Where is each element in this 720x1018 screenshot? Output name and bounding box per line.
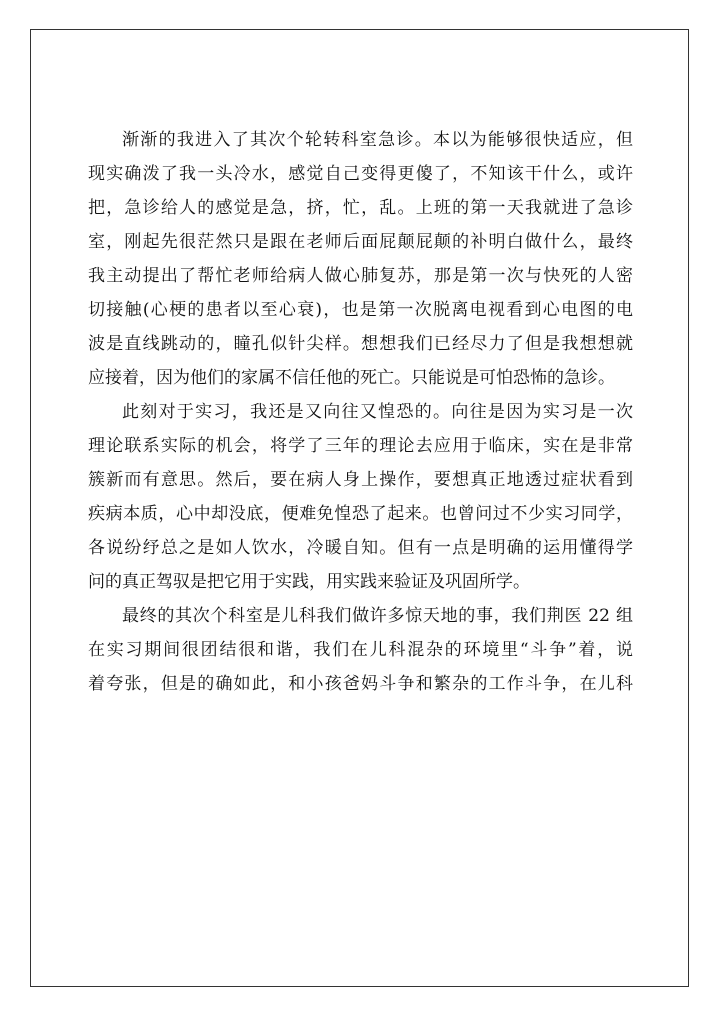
text-line: 把，急诊给人的感觉是急，挤，忙，乱。上班的第一天我就进了急诊 bbox=[88, 198, 633, 218]
text-line: 我主动提出了帮忙老师给病人做心肺复苏，那是第一次与快死的人密 bbox=[88, 266, 633, 286]
text-line: 最终的其次个科室是儿科我们做许多惊天地的事，我们荆医 22 组 bbox=[122, 606, 633, 626]
paragraph-2 bbox=[88, 395, 633, 599]
paragraph-3 bbox=[88, 599, 633, 701]
document-body bbox=[88, 123, 633, 701]
text-line: 着夸张，但是的确如此，和小孩爸妈斗争和繁杂的工作斗争，在儿科 bbox=[88, 674, 633, 694]
text-line: 疾病本质，心中却没底，便难免惶恐了起来。也曾问过不少实习同学， bbox=[88, 504, 633, 524]
text-line: 切接触(心梗的患者以至心衰)，也是第一次脱离电视看到心电图的电 bbox=[88, 300, 633, 320]
text-line: 理论联系实际的机会，将学了三年的理论去应用于临床，实在是非常 bbox=[88, 436, 633, 456]
text-line: 在实习期间很团结很和谐，我们在儿科混杂的环境里“斗争”着，说 bbox=[88, 640, 633, 660]
document-page bbox=[30, 29, 689, 987]
text-line: 现实确泼了我一头冷水，感觉自己变得更傻了，不知该干什么，或许 bbox=[88, 164, 633, 184]
text-line: 渐渐的我进入了其次个轮转科室急诊。本以为能够很快适应，但 bbox=[122, 130, 633, 150]
text-line: 问的真正驾驭是把它用于实践，用实践来验证及巩固所学。 bbox=[88, 572, 530, 592]
text-line: 室，刚起先很茫然只是跟在老师后面屁颠屁颠的补明白做什么，最终 bbox=[88, 232, 633, 252]
text-line: 波是直线跳动的，瞳孔似针尖样。想想我们已经尽力了但是我想想就 bbox=[88, 334, 633, 354]
text-line: 此刻对于实习，我还是又向往又惶恐的。向往是因为实习是一次 bbox=[122, 402, 633, 422]
paragraph-1 bbox=[88, 123, 633, 395]
text-line: 应接着，因为他们的家属不信任他的死亡。只能说是可怕恐怖的急诊。 bbox=[88, 368, 615, 388]
text-line: 各说纷纾总之是如人饮水，冷暖自知。但有一点是明确的运用懂得学 bbox=[88, 538, 633, 558]
text-line: 簇新而有意思。然后，要在病人身上操作，要想真正地透过症状看到 bbox=[88, 470, 633, 490]
